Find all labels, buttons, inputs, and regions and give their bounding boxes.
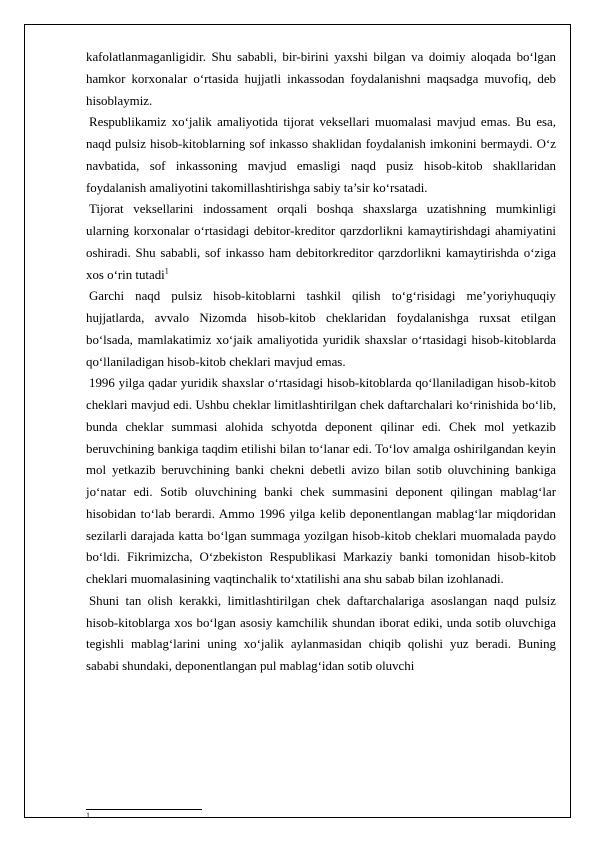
footnote-reference[interactable]: 1 <box>164 266 169 276</box>
paragraph: 1996 yilga qadar yuridik shaxslar o‘rtasidagi hisob-kitoblarda qo‘llaniladigan hisob-kitob cheklari mavjud edi. Ushbu cheklar limitlashtirilgan chek daftarchalari ko‘rinishida bo‘lib, bunda cheklar summasi alohida schyotda deponent qilinar edi. Chek mol yetkazib beruvchining bankiga taqdim etilishi bilan to‘lanar edi. To‘lov amalga oshirilgandan keyin mol yetkazib beruvchining banki chekni debetli avizo bilan sotib oluvchining bankiga jo‘natar edi. Sotib oluvchining banki chek summasini deponent qilingan mablag‘lar hisobidan to‘lab berardi. Ammo 1996 yilga kelib deponentlangan mablag‘lar miqdoridan sezilarli darajada katta bo‘lgan summaga yozilgan hisob-kitob cheklari muomalada paydo bo‘ldi. Fikrimizcha, O‘zbekiston Respublikasi Markaziy banki tomonidan hisob-kitob cheklari muomalasining vaqtinchalik to‘xtatilishi ana shu sabab bilan izohlanadi. <box>86 376 556 586</box>
document-body <box>86 47 556 678</box>
footnote-number: 1 <box>86 811 90 820</box>
paragraph: Shuni tan olish kerakki, limitlashtirilgan chek daftarchalariga asoslangan naqd pulsiz hisob-kitoblarga xos bo‘lgan asosiy kamchilik shundan iborat ediki, unda sotib oluvchiga tegishli mablag‘larini uning xo‘jalik aylanmasidan chiqib qolishi yuz beradi. Buning sababi shundaki, deponentlangan pul mablag‘idan sotib oluvchi <box>86 593 556 673</box>
paragraph: Respublikamiz xo‘jalik amaliyotida tijorat veksellari muomalasi mavjud emas. Bu esa, naqd pulsiz hisob-kitoblarning sof inkasso shaklidan foydalanish imkonini bermaydi. O‘z navbatida, sof inkassoning mavjud emasligi naqd pusiz hisob-kitob shakllaridan foydalanish amaliyotini takomillashtirishga sabiy ta’sir ko‘rsatadi. <box>86 115 556 195</box>
paragraph: Tijorat veksellarini indossament orqali boshqa shaxslarga uzatishning mumkinligi ularning korxonalar o‘rtasidagi debitor-kreditor qarzdorlikni kamaytirishdagi ahamiyatini oshiradi. Shu sababli, sof inkasso ham debitorkreditor qarzdorlikni kamaytirishda o‘ziga xos o‘rin tutadi$^1$ <box>86 202 556 282</box>
paragraph: Garchi naqd pulsiz hisob-kitoblarni tashkil qilish to‘g‘risidagi me’yoriyhuquqiy hujjatlarda, avvalo Nizomda hisob-kitob cheklaridan foydalanishga ruxsat etilgan bo‘lsada, mamlakatimiz xo‘jaik amaliyotida yuridik shaxslar o‘rtasidagi hisob-kitoblarda qo‘llaniladigan hisob-kitob cheklari mavjud emas. <box>86 289 556 369</box>
footnote-separator <box>86 809 202 810</box>
paragraph: kafolatlanmaganligidir. Shu sababli, bir-birini yaxshi bilgan va doimiy aloqada bo‘lgan hamkor korxonalar o‘rtasida hujjatli inkassodan foydalanishni maqsadga muvofiq, deb hisoblaymiz. <box>86 50 556 108</box>
